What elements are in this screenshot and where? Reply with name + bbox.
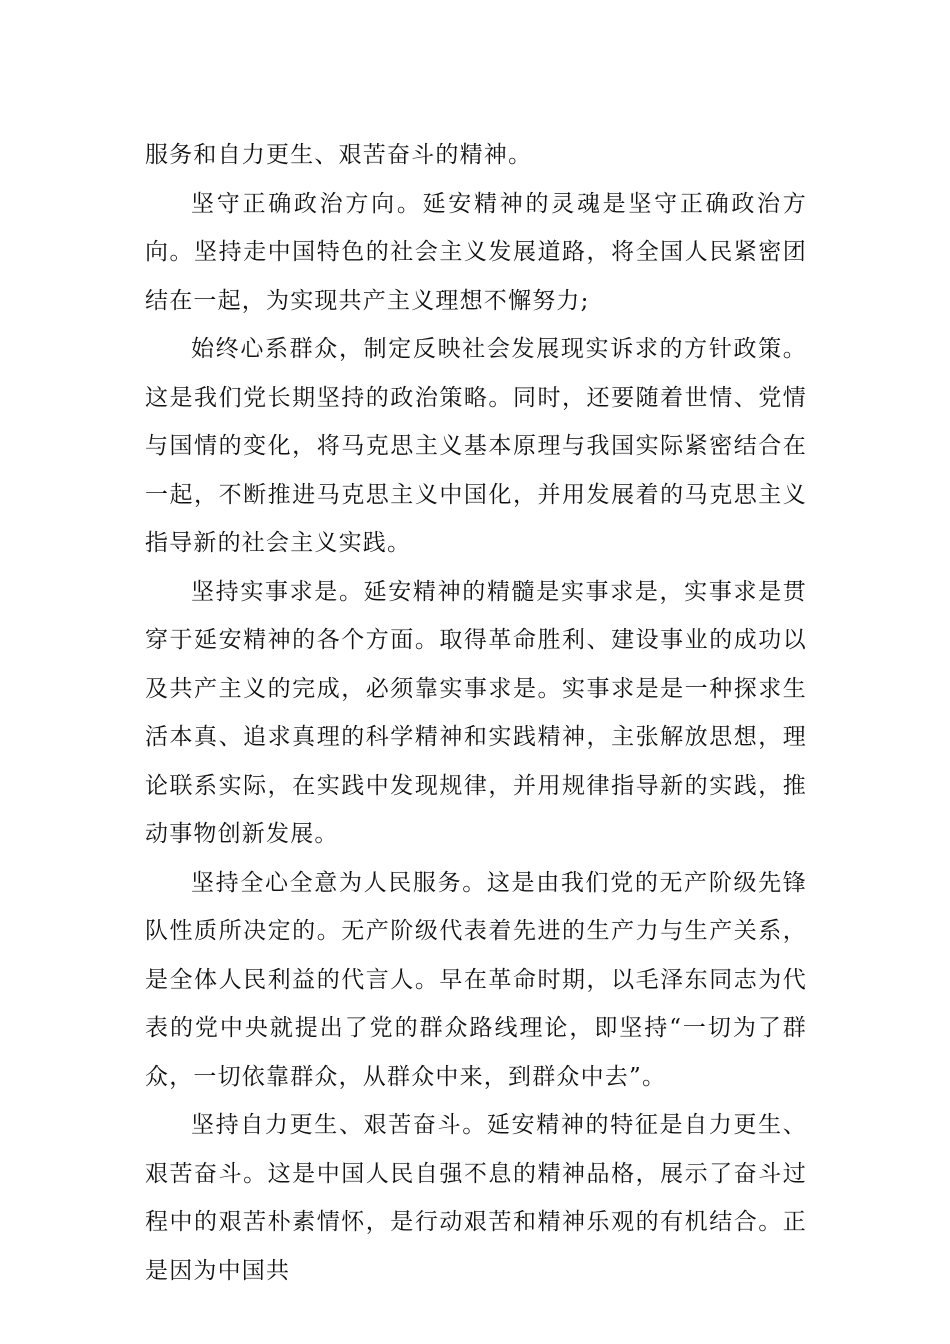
- paragraph-political-direction: 坚守正确政治方向。延安精神的灵魂是坚守正确政治方向。坚持走中国特色的社会主义发展道路，将全国人民紧密团结在一起，为实现共产主义理想不懈努力;: [145, 190, 807, 314]
- paragraph-self-reliance: 坚持自力更生、艰苦奋斗。延安精神的特征是自力更生、艰苦奋斗。这是中国人民自强不息的精神品格，展示了奋斗过程中的艰苦朴素情怀，是行动艰苦和精神乐观的有机结合。正是因为中国共: [145, 1112, 807, 1284]
- paragraph-masses-policy: 始终心系群众，制定反映社会发展现实诉求的方针政策。这是我们党长期坚持的政治策略。同时，还要随着世情、党情与国情的变化，将马克思主义基本原理与我国实际紧密结合在一起，不断推进马克思主义中国化，并用发展着的马克思主义指导新的社会主义实践。: [145, 336, 807, 556]
- document-body: [145, 131, 807, 1295]
- paragraph-serve-people: 坚持全心全意为人民服务。这是由我们党的无产阶级先锋队性质所决定的。无产阶级代表着先进的生产力与生产关系，是全体人民利益的代言人。早在革命时期，以毛泽东同志为代表的党中央就提出了党的群众路线理论，即坚持“一切为了群众，一切依靠群众，从群众中来，到群众中去”。: [145, 869, 807, 1090]
- paragraph-continuation: 服务和自力更生、艰苦奋斗的精神。: [145, 142, 533, 168]
- paragraph-seek-truth: 坚持实事求是。延安精神的精髓是实事求是，实事求是贯穿于延安精神的各个方面。取得革命胜利、建设事业的成功以及共产主义的完成，必须靠实事求是。实事求是是一种探求生活本真、追求真理的科学精神和实践精神，主张解放思想，理论联系实际，在实践中发现规律，并用规律指导新的实践，推动事物创新发展。: [145, 578, 807, 847]
